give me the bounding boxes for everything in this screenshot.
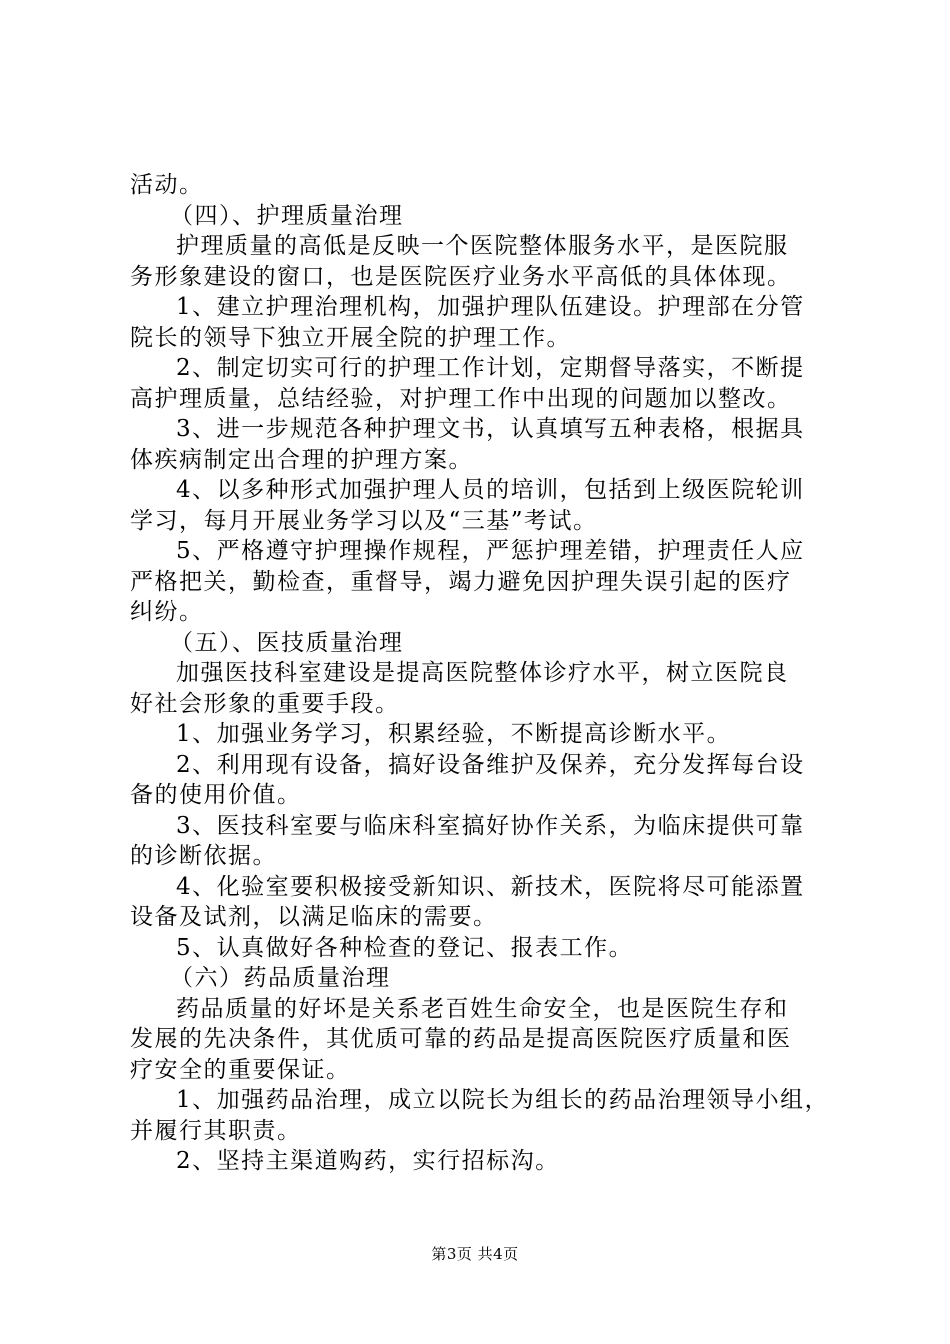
text-line: 4、以多种形式加强护理人员的培训，包括到上级医院轮训 [176,477,805,503]
text-line: 2、坚持主渠道购药，实行招标沟。 [176,1148,560,1174]
text-line: 纠纷。 [130,599,204,625]
text-line: 加强医技科室建设是提高医院整体诊疗水平，树立医院良 [176,660,789,686]
text-line: 5、严格遵守护理操作规程，严惩护理差错，护理责任人应 [176,538,805,564]
text-line: 药品质量的好坏是关系老百姓生命安全，也是医院生存和 [176,995,789,1022]
text-line: 备的使用价值。 [130,782,302,808]
text-line: 3、医技科室要与临床科室搞好协作关系，为临床提供可靠 [176,812,805,839]
text-line: 活动。 [130,172,204,198]
text-line: 高护理质量，总结经验，对护理工作中出现的问题加以整改。 [130,385,792,412]
page-footer [0,1243,950,1264]
text-line: 2、利用现有设备，搞好设备维护及保养，充分发挥每台设 [176,751,805,778]
section-heading: （五）、医技质量治理 [170,629,404,656]
section-heading: （四）、护理质量治理 [170,202,404,229]
text-line: 发展的先决条件，其优质可靠的药品是提高医院医疗质量和医 [130,1026,792,1052]
text-line: 院长的领导下独立开展全院的护理工作。 [130,324,571,351]
text-line: 1、建立护理治理机构，加强护理队伍建设。护理部在分管 [176,294,805,320]
text-line: 的诊断依据。 [130,843,277,869]
text-line: 严格把关，勤检查，重督导，竭力避免因护理失误引起的医疗 [130,568,792,595]
text-line: 学习，每月开展业务学习以及“三基”考试。 [130,507,598,534]
text-line: 设备及试剂，以满足临床的需要。 [130,904,498,930]
text-line: 务形象建设的窗口，也是医院医疗业务水平高低的具体体现。 [130,263,792,290]
text-line: 2、制定切实可行的护理工作计划，定期督导落实，不断提 [176,355,805,381]
section-heading: （六）药品质量治理 [170,965,391,991]
text-line: 1、加强业务学习，积累经验，不断提高诊断水平。 [176,721,732,747]
page-number-label: 第3页 共4页 [431,1245,519,1263]
text-line: 4、化验室要积极接受新知识、新技术，医院将尽可能添置 [176,873,805,900]
text-line: 1、加强药品治理，成立以院长为组长的药品治理领导小组， [176,1087,830,1113]
text-line: 5、认真做好各种检查的登记、报表工作。 [176,934,634,961]
text-line: 3、进一步规范各种护理文书，认真填写五种表格，根据具 [176,416,805,442]
document-body [130,170,840,1177]
text-line: 好社会形象的重要手段。 [130,690,400,717]
text-line: 并履行其职责。 [130,1117,302,1144]
text-line: 体疾病制定出合理的护理方案。 [130,446,473,473]
text-line: 疗安全的重要保证。 [130,1056,351,1083]
text-line: 护理质量的高低是反映一个医院整体服务水平，是医院服 [176,233,789,259]
